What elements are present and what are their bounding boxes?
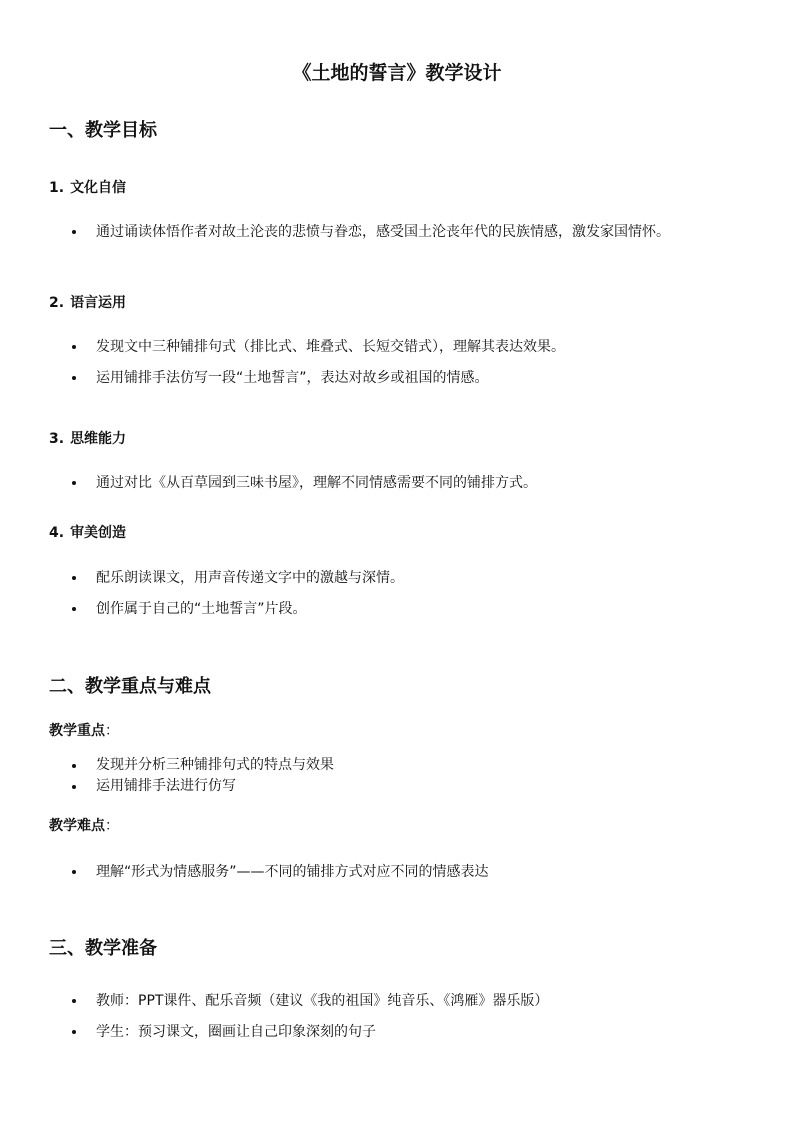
list-item: 学生：预习课文，圈画让自己印象深刻的句子 (68, 1021, 728, 1043)
document-title: 《土地的誓言》教学设计 (292, 62, 502, 84)
subsection-number: 4. (49, 525, 65, 541)
list-item: 发现并分析三种铺排句式的特点与效果 (68, 755, 728, 776)
bullet-icon (72, 576, 76, 580)
subsection-language-use (49, 292, 126, 312)
bullet-icon (72, 870, 76, 874)
bullet-icon (72, 999, 76, 1003)
bullet-icon (72, 345, 76, 349)
bullet-list-preparation (68, 990, 728, 1043)
key-points-label: 教学重点： (49, 723, 119, 739)
subsection-aesthetic-creation (49, 522, 126, 542)
bullet-icon (72, 607, 76, 611)
bullet-icon (72, 376, 76, 380)
subsection-number: 1. (49, 180, 65, 196)
bullet-icon (72, 785, 76, 789)
bullet-list-difficulty (68, 861, 728, 883)
subsection-title: 审美创造 (70, 525, 127, 541)
section-heading-objectives: 一、教学目标 (49, 120, 157, 141)
difficulty-label: 教学难点： (49, 818, 119, 834)
bullet-list-key-points (68, 755, 728, 797)
list-item: 通过对比《从百草园到三味书屋》，理解不同情感需要不同的铺排方式。 (68, 472, 728, 494)
bullet-list-cultural-confidence (68, 221, 728, 243)
bullet-list-thinking-ability (68, 472, 728, 494)
bullet-icon (72, 481, 76, 485)
subsection-number: 2. (49, 295, 65, 311)
subsection-cultural-confidence (49, 177, 126, 197)
bullet-list-aesthetic-creation (68, 567, 728, 620)
section-heading-preparation: 三、教学准备 (49, 938, 157, 959)
subsection-title: 文化自信 (70, 180, 127, 196)
list-item: 理解“形式为情感服务”——不同的铺排方式对应不同的情感表达 (68, 861, 728, 883)
bullet-list-language-use (68, 336, 728, 389)
list-item: 发现文中三种铺排句式（排比式、堆叠式、长短交错式），理解其表达效果。 (68, 336, 728, 358)
list-item: 运用铺排手法仿写一段“土地誓言”，表达对故乡或祖国的情感。 (68, 367, 728, 389)
list-item: 创作属于自己的“土地誓言”片段。 (68, 598, 728, 620)
subsection-title: 语言运用 (70, 295, 127, 311)
list-item: 配乐朗读课文，用声音传递文字中的激越与深情。 (68, 567, 728, 589)
bullet-icon (72, 230, 76, 234)
bullet-icon (72, 764, 76, 768)
section-heading-key-points: 二、教学重点与难点 (49, 676, 211, 697)
subsection-number: 3. (49, 431, 65, 447)
bullet-icon (72, 1030, 76, 1034)
subsection-title: 思维能力 (70, 431, 127, 447)
list-item: 教师：PPT课件、配乐音频（建议《我的祖国》纯音乐、《鸿雁》器乐版） (68, 990, 728, 1012)
list-item: 通过诵读体悟作者对故土沦丧的悲愤与眷恋，感受国土沦丧年代的民族情感，激发家国情怀。 (68, 221, 728, 243)
list-item: 运用铺排手法进行仿写 (68, 776, 728, 797)
subsection-thinking-ability (49, 428, 126, 448)
